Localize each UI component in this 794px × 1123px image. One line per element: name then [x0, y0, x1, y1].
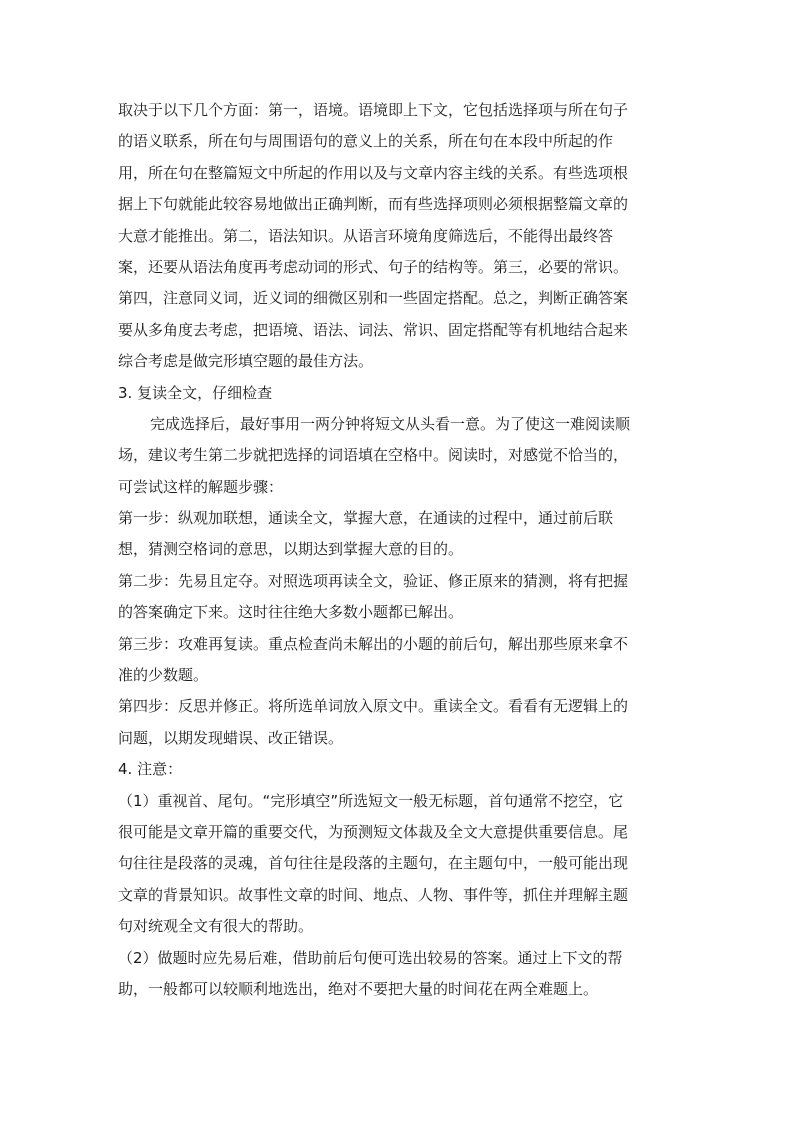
step-line: 第三步：攻难再复读。重点检查尚未解出的小题的前后句，解出那些原来拿不 — [118, 634, 629, 653]
text-line: 文章的背景知识。故事性文章的时间、地点、人物、事件等，抓住并理解主题 — [118, 885, 629, 904]
text-line: 的语义联系，所在句与周围语句的意义上的关系，所在句在本段中所起的作 — [118, 132, 614, 151]
note-line: （2）做题时应先易后难，借助前后句便可选出较易的答案。通过上下文的帮 — [118, 948, 623, 967]
text-line: 想，猜测空格词的意思，以期达到掌握大意的目的。 — [118, 540, 464, 559]
section-heading: 4. 注意： — [118, 760, 183, 779]
step-line: 第二步：先易且定夺。对照选项再读全文，验证、修正原来的猜测，将有把握 — [118, 571, 629, 590]
text-line: 场，建议考生第二步就把选择的词语填在空格中。阅读时，对感觉不恰当的， — [118, 446, 629, 465]
text-line: 要从多角度去考虑，把语境、语法、词法、常识、固定搭配等有机地结合起来 — [118, 320, 629, 339]
text-line: 大意才能推出。第二，语法知识。从语言环境角度筛选后，不能得出最终答 — [118, 226, 614, 245]
text-line: 综合考虑是做完形填空题的最佳方法。 — [118, 352, 374, 371]
text-line: 问题，以期发现蜡误、改正错误。 — [118, 728, 344, 747]
text-line: 可尝试这样的解题步骤： — [118, 477, 284, 496]
text-line: 第四，注意同义词，近义词的细微区别和一些固定搭配。总之，判断正确答案 — [118, 289, 629, 308]
text-line: 句对统观全文有很大的帮助。 — [118, 917, 314, 936]
section-heading: 3. 复读全文，仔细检查 — [118, 383, 273, 402]
text-line: 据上下句就能此较容易地做出正确判断，而有些选择项则必须根据整篇文章的 — [118, 195, 629, 214]
step-line: 第四步：反思并修正。将所选单词放入原文中。重读全文。看看有无逻辑上的 — [118, 697, 629, 716]
text-line: 案，还要从语法角度再考虑动词的形式、句子的结构等。第三，必要的常识。 — [118, 257, 629, 276]
note-line: （1）重视首、尾句。“完形填空”所选短文一般无标题，首句通常不挖空，它 — [118, 791, 624, 810]
step-line: 第一步：纵观加联想，通读全文，掌握大意，在通读的过程中，通过前后联 — [118, 509, 614, 528]
text-line: 的答案确定下来。这时往往绝大多数小题都已解出。 — [118, 603, 464, 622]
text-line: 完成选择后，最好事用一两分钟将短文从头看一意。为了使这一难阅读顺 — [150, 414, 631, 433]
text-line: 取决于以下几个方面：第一，语境。语境即上下文，它包括选择项与所在句子 — [118, 101, 629, 119]
text-line: 用，所在句在整篇短文中所起的作用以及与文章内容主线的关系。有些选项根 — [118, 163, 629, 182]
text-line: 句往往是段落的灵魂，首句往往是段落的主题句，在主题句中，一般可能出现 — [118, 854, 629, 873]
text-line: 准的少数题。 — [118, 666, 209, 685]
document-body — [118, 95, 678, 1005]
text-line: 很可能是文章开篇的重要交代，为预测短文体裁及全文大意提供重要信息。尾 — [118, 822, 629, 841]
text-line: 助，一般都可以较顺利地选出，绝对不要把大量的时间花在两全难题上。 — [118, 979, 599, 998]
